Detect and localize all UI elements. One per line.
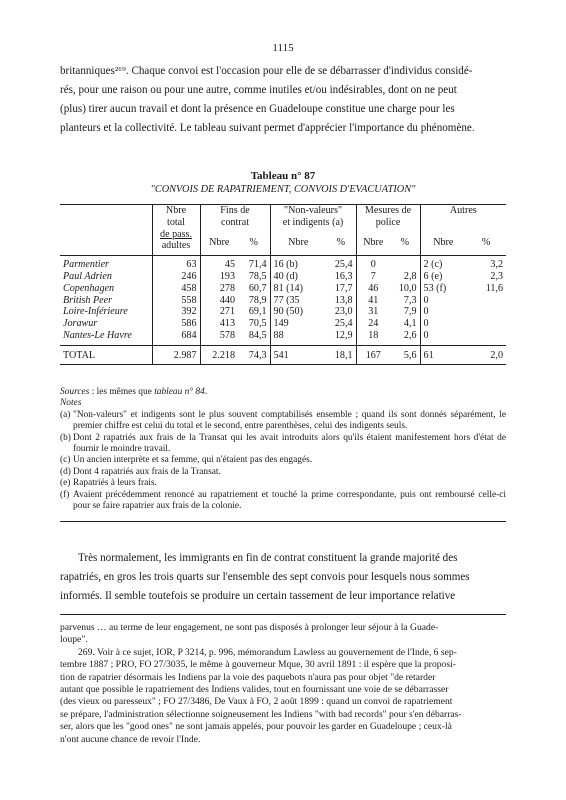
table-cell: 193 (200, 271, 238, 283)
note-key: (f) (60, 489, 70, 500)
page-number: 1115 (272, 42, 294, 54)
header-mesures-police: Mesures de police (356, 205, 420, 237)
intro-paragraph (60, 62, 506, 138)
footnote-line: tembre 1887 ; PRO, FO 27/3035, le même à gouverneur Mque, 30 avril 1891 : il espère que la proposi- (60, 659, 456, 671)
text-line: britanniques²⁶⁹. Chaque convoi est l'occasion pour elle de se débarrasser d'individus considé- (60, 65, 473, 77)
header-row-1 (60, 205, 506, 237)
table-cell: 60,7 (248, 282, 267, 294)
table-cell: 0 (420, 295, 466, 307)
note-key: (a) (60, 409, 71, 420)
notes-label: Notes (60, 398, 82, 409)
table-cell: 413 (200, 318, 238, 330)
table-cell: 81 (14) (270, 283, 326, 295)
table-cell: 13,8 (334, 294, 353, 306)
table-cell: 12,9 (334, 329, 353, 341)
table-cell: 6 (e) (420, 271, 466, 283)
table-cell: 25,4 (334, 318, 353, 330)
table-cell: 88 (270, 330, 326, 345)
footnote-line: autant que possible le rapatriement des Indiens valides, tout en fournissant une voie de se débarrasser (60, 684, 449, 696)
sources-line: Sources : les mêmes que tableau n° 84. (60, 387, 208, 397)
note-text: "Non-valeurs" et indigents sont le plus souvent comptabilisés ensemble ; quand ils sont donnés séparément, le premier chiffre est celui du total et le second, entre parenthèses, celui des indigents seuls. (73, 409, 506, 432)
note-item (60, 490, 506, 513)
note-text: Un ancien interprète et sa femme, qui n'étaient pas des engagés. (73, 455, 313, 466)
footnote-line: parvenus … au terme de leur engagement, ne sont pas disposés à prolonger leur séjour à la Guade- (60, 622, 439, 633)
table-cell: 7 (356, 271, 390, 283)
table-cell: 3,2 (490, 259, 504, 271)
footnote-line: tion de rapatrier désormais les Indiens par la voie des paquebots n'aura pas pour objet "de retarder (60, 671, 436, 683)
text-line: rapatriés, en gros les trois quarts sur l'ensemble des sept convois pour lesquels nous sommes (60, 571, 470, 583)
sub-pct: % (481, 236, 491, 248)
footnote-line: 269. Voir à ce sujet, IOR, P 3214, p. 996, mémorandum Lawless au gouvernement de l'Inde, 6 sep- (78, 646, 457, 658)
table-caption (0, 170, 566, 196)
table-cell: 18 (356, 330, 390, 345)
table-cell (390, 256, 420, 271)
sub-pct: % (400, 236, 409, 248)
table-subtitle: "CONVOIS DE RAPATRIEMENT, CONVOIS D'EVACUATION" (150, 184, 416, 195)
note-item (60, 433, 506, 456)
note-key: (b) (60, 432, 71, 443)
table-cell: 77 (35 (270, 295, 326, 307)
table-cell: 458 (152, 283, 200, 295)
table-cell: 70,5 (248, 318, 267, 330)
table-cell: 392 (152, 306, 200, 318)
table-cell (466, 330, 506, 345)
table-cell: 7,3 (403, 294, 417, 306)
table-cell: 69,1 (248, 306, 267, 318)
table-cell: 78,9 (248, 294, 267, 306)
table-cell: 558 (152, 295, 200, 307)
sub-nbre: Nbre (200, 237, 238, 253)
note-key: (e) (60, 478, 71, 489)
table-cell: 2,6 (403, 329, 417, 341)
table-cell: 10,0 (398, 282, 417, 294)
table-cell: 78,5 (248, 270, 267, 282)
footnote-269 (60, 647, 506, 746)
header-total: Nbre total de pass. adultes (152, 205, 200, 253)
table-cell: 53 (f) (420, 283, 466, 295)
table-cell: 0 (420, 318, 466, 330)
table-row (60, 295, 506, 307)
table-cell: 41 (356, 295, 390, 307)
table-cell: 46 (356, 283, 390, 295)
table-cell: 24 (356, 318, 390, 330)
table-cell (466, 306, 506, 318)
table-row (60, 271, 506, 283)
table-cell: 0 (420, 306, 466, 318)
table-cell: 684 (152, 330, 200, 345)
table-cell: 17,7 (334, 282, 353, 294)
table-cell: 23,0 (334, 306, 353, 318)
table-cell: 278 (200, 283, 238, 295)
footnote-divider (60, 614, 506, 615)
note-key: (c) (60, 455, 71, 466)
table-cell: 0 (356, 256, 390, 271)
convoy-name: Jorawur (63, 318, 98, 330)
table-cell: 31 (356, 306, 390, 318)
footnote-line: (des vieux ou paresseux" ; FO 27/3486, De Vaux à FO, 2 août 1899 : quand un convoi de rapatriement (60, 696, 453, 708)
table-row (60, 330, 506, 345)
table-title: Tableau n° 87 (250, 170, 316, 182)
text-line: planteurs et la collectivité. Le tableau suivant permet d'apprécier l'importance du phénomène. (60, 122, 475, 134)
sub-nbre: Nbre (356, 237, 390, 253)
sub-nbre: Nbre (420, 237, 466, 253)
sub-pct: % (336, 236, 345, 248)
note-text: Dont 4 rapatriés aux frais de la Transat. (73, 466, 221, 477)
table-cell: 4,1 (403, 318, 417, 330)
footnote-line: loupe". (60, 634, 88, 646)
footnote-line: ser, alors que les "good ones" ne sont jamais appelés, pour pouvoir les garder en Guadeloupe ; ceux-là (60, 721, 452, 733)
note-item (60, 478, 506, 489)
table-cell: 440 (200, 295, 238, 307)
table-cell: 16,3 (334, 270, 353, 282)
table-cell: 84,5 (248, 329, 267, 341)
note-item (60, 467, 506, 478)
note-text: Rapatriés à leurs frais. (73, 478, 157, 489)
table-cell: 7,9 (403, 306, 417, 318)
body-paragraph (60, 549, 506, 606)
table-cell: 586 (152, 318, 200, 330)
header-fins-contrat: Fins de contrat (200, 205, 270, 237)
table-cell: 16 (b) (270, 256, 326, 271)
table-cell (466, 318, 506, 330)
table-cell: 71,4 (248, 259, 267, 271)
table-cell: 2,8 (403, 270, 417, 282)
note-item (60, 455, 506, 466)
convoy-name: Paul Adrien (63, 270, 112, 282)
table-row (60, 283, 506, 295)
table-cell: 2 (c) (420, 256, 466, 271)
note-text: Avaient précédemment renoncé au rapatriement et touché la prime correspondante, puis ont remboursé celle-ci pour se faire rapatrier aux frais de la colonie. (73, 489, 506, 512)
convoy-name: British Peer (63, 294, 113, 306)
convoy-name: Nantes-Le Havre (63, 329, 132, 341)
table-row (60, 318, 506, 330)
sub-nbre: Nbre (270, 237, 326, 253)
convoy-name: Copenhagen (63, 282, 115, 294)
repatriation-table (60, 204, 506, 365)
note-key: (d) (60, 466, 71, 477)
note-text: Dont 2 rapatriés aux frais de la Transat qui les avait introduits alors qu'ils étaient manifestement hors d'état de fournir le moindre travail. (73, 432, 506, 455)
sub-pct: % (249, 236, 258, 248)
footnote-line: se prépare, l'administration sélectionne soigneusement les Indiens "with bad records" pour s'en débarras- (60, 708, 462, 720)
table-notes (60, 387, 506, 512)
table-cell: 45 (200, 256, 238, 271)
notes-divider (60, 521, 506, 522)
convoy-name: Parmentier (63, 259, 109, 271)
table-row (60, 306, 506, 318)
convoy-name: Loire-Inférieure (63, 306, 128, 318)
table-cell: 11,6 (485, 282, 504, 294)
table-cell: 149 (270, 318, 326, 330)
footnote-line: n'ont aucune chance de revoir l'Inde. (60, 733, 201, 745)
footnotes (60, 622, 506, 746)
text-line: rés, pour une raison ou pour une autre, comme inutiles et/ou indésirables, dont on ne peut (60, 84, 457, 96)
table-cell: 2,3 (490, 270, 504, 282)
header-row-2 (60, 237, 506, 253)
text-line: Très normalement, les immigrants en fin de contrat constituent la grande majorité des (78, 552, 458, 564)
total-row: TOTAL 2.987 2.218 74,3 541 18,1 167 5,6 61 2,0 (60, 345, 506, 361)
text-line: (plus) tirer aucun travail et dont la présence en Guadeloupe constitue une charge pour les (60, 103, 455, 115)
text-line: informés. Il semble toutefois se produire un certain tassement de leur importance relative (60, 590, 456, 602)
table-cell: 271 (200, 306, 238, 318)
header-autres: Autres (420, 205, 506, 237)
table-cell: 578 (200, 330, 238, 345)
table-cell: 25,4 (334, 259, 353, 271)
note-item (60, 410, 506, 433)
table-cell: 0 (420, 330, 466, 345)
table-cell: 90 (50) (270, 306, 326, 318)
table-cell: 63 (152, 256, 200, 271)
table-cell (466, 295, 506, 307)
header-non-valeurs: "Non-valeurs" et indigents (a) (270, 205, 356, 237)
table-cell: 246 (152, 271, 200, 283)
table-cell: 40 (d) (270, 271, 326, 283)
table-row (60, 256, 506, 271)
